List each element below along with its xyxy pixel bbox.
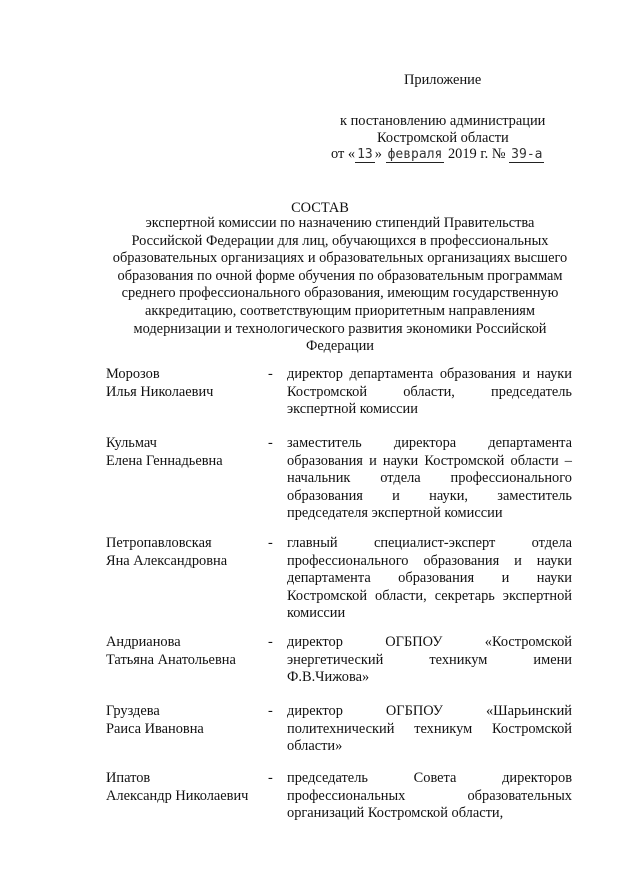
member-name xyxy=(106,770,266,805)
member-surname: Ипатов xyxy=(106,770,151,786)
member-name xyxy=(106,535,266,570)
member-dash: - xyxy=(268,535,273,551)
member-dash: - xyxy=(268,703,273,719)
member-name xyxy=(106,634,266,669)
member-role: директор департамента образования и науки Костромской области, председатель экспертной комиссии xyxy=(287,366,572,418)
appendix-title: Приложение xyxy=(404,72,482,88)
member-given-names: Елена Геннадьевна xyxy=(106,452,223,469)
member-given-names: Илья Николаевич xyxy=(106,383,214,400)
member-dash: - xyxy=(268,366,273,382)
member-dash: - xyxy=(268,634,273,650)
document-number: 39-а xyxy=(511,147,543,162)
member-surname: Кульмач xyxy=(106,435,157,451)
member-dash: - xyxy=(268,770,273,786)
appendix-region-line: Костромской области xyxy=(377,130,509,146)
date-year: 2019 г. № xyxy=(447,146,506,162)
date-month: февраля xyxy=(387,147,443,162)
member-role: директор ОГБПОУ «Костромской энергетический техникум имени Ф.В.Чижова» xyxy=(287,634,572,686)
member-role: председатель Совета директоров профессиональных образовательных организаций Костромской области, xyxy=(287,770,572,822)
date-day: 13 xyxy=(357,147,373,162)
member-role: заместитель директора департамента образования и науки Костромской области – начальник отдела профессионального образования и науки, заместитель председателя экспертной комиссии xyxy=(287,435,572,522)
member-role: директор ОГБПОУ «Шарьинский политехнический техникум Костромской области» xyxy=(287,703,572,755)
member-surname: Груздева xyxy=(106,703,160,719)
date-prefix: от « xyxy=(331,146,356,162)
member-given-names: Александр Николаевич xyxy=(106,787,249,804)
member-name xyxy=(106,435,266,470)
member-given-names: Яна Александровна xyxy=(106,552,228,569)
member-surname: Андрианова xyxy=(106,634,181,650)
composition-description: экспертной комиссии по назначению стипендий Правительства Российской Федерации для лиц, обучающихся в профессиональных образовательных организациях и образовательных организациях высшего образования по очной форме обучения по образовательным программам среднего профессионального образования, имеющим государственную аккредитацию, соответствующим приоритетным направлениям модернизации и технологического развития экономики Российской Федерации xyxy=(112,215,568,355)
member-given-names: Раиса Ивановна xyxy=(106,720,204,737)
composition-title: СОСТАВ xyxy=(291,200,349,216)
member-name xyxy=(106,703,266,738)
member-dash: - xyxy=(268,435,273,451)
date-mid: » xyxy=(374,146,382,162)
member-name xyxy=(106,366,266,401)
member-role: главный специалист-эксперт отдела профессионального образования и науки департамента образования и науки Костромской области, секретарь экспертной комиссии xyxy=(287,535,572,622)
member-surname: Морозов xyxy=(106,366,160,382)
member-given-names: Татьяна Анатольевна xyxy=(106,651,236,668)
appendix-resolution-line: к постановлению администрации xyxy=(340,113,546,129)
member-surname: Петропавловская xyxy=(106,535,212,551)
appendix-date-line xyxy=(331,145,544,163)
